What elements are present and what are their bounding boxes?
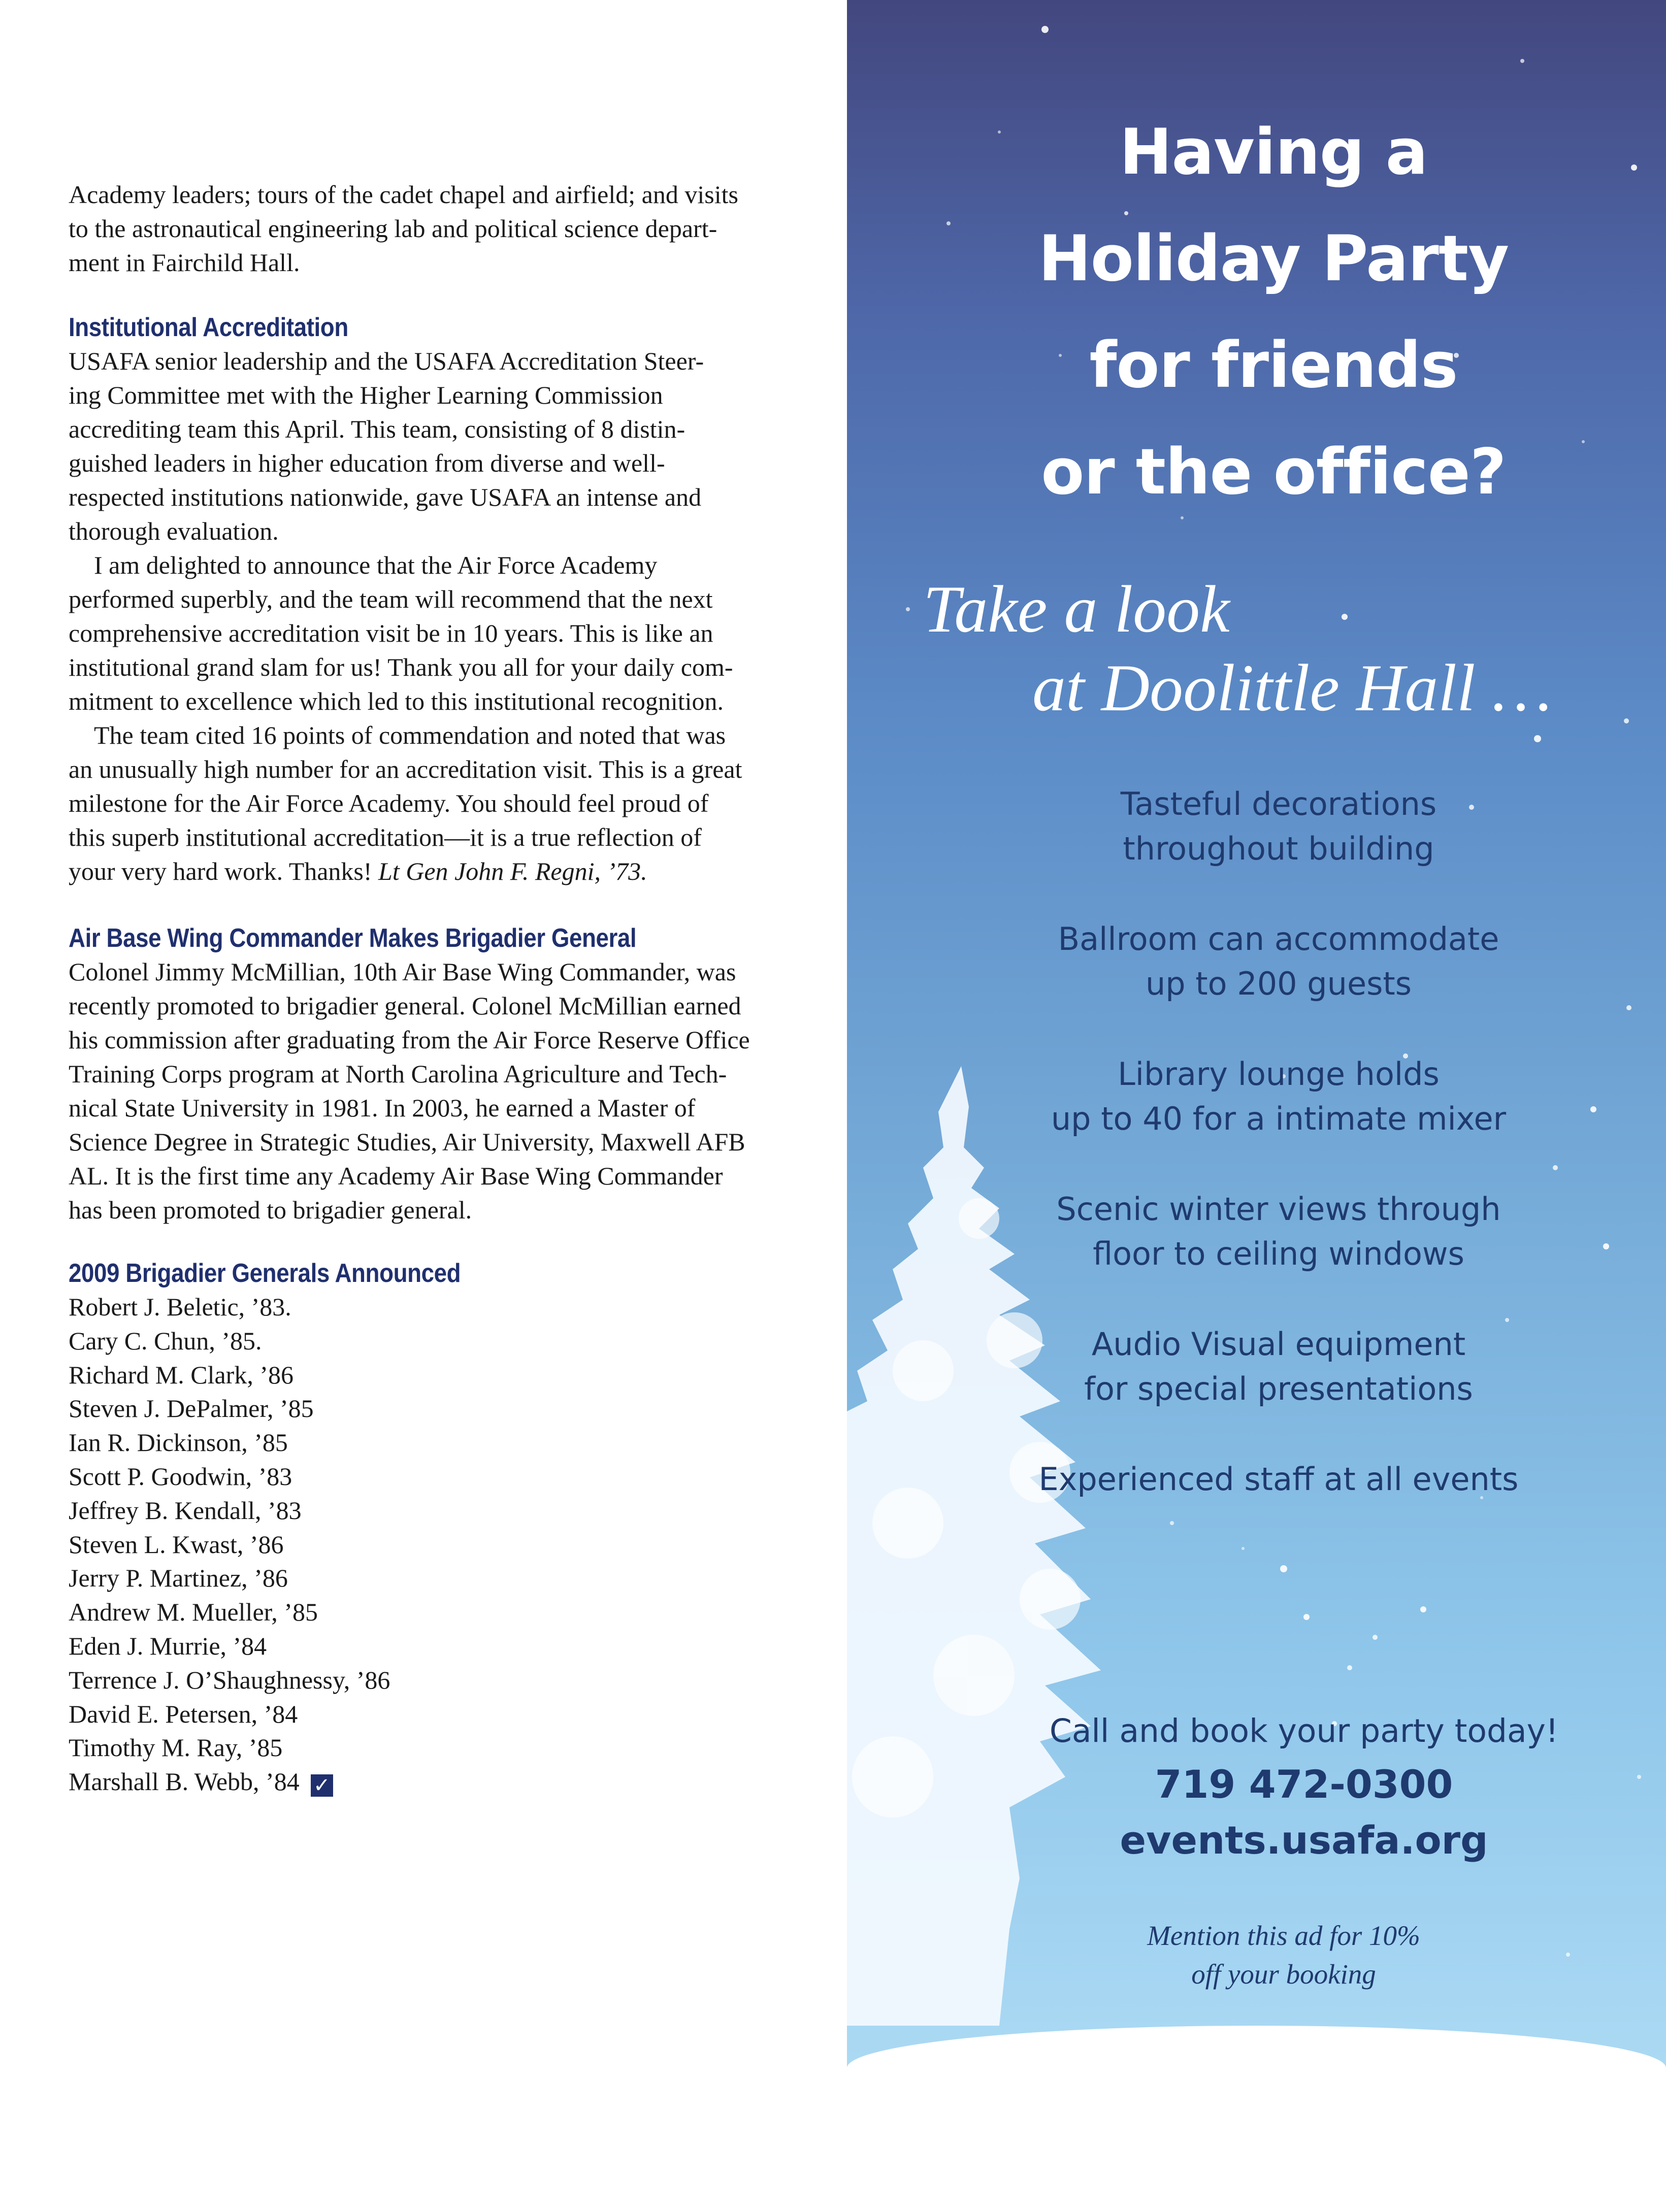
feature-item (974, 1322, 1583, 1411)
text-line: institutional grand slam for us! Thank you all for your daily com- (69, 653, 733, 681)
feature-line: Audio Visual equipment (1091, 1326, 1466, 1363)
headline-line: or the office? (1041, 436, 1506, 509)
text-line: an unusually high number for an accreditation visit. This is a great (69, 755, 742, 783)
text-line: this superb institutional accreditation—it is a true reflection of (69, 823, 702, 851)
generals-section (69, 1257, 800, 1799)
text-line: I am delighted to announce that the Air Force Academy (94, 551, 658, 579)
ad-headline (949, 99, 1598, 525)
list-item: Cary C. Chun, ’85. (69, 1326, 262, 1355)
paragraph (69, 718, 800, 888)
feature-item (974, 1457, 1583, 1502)
text-line: USAFA senior leadership and the USAFA Accreditation Steer- (69, 347, 704, 375)
script-tagline: at Doolittle Hall … (1032, 650, 1552, 725)
holiday-party-ad (847, 0, 1666, 2212)
feature-line: Library lounge holds (1118, 1055, 1440, 1093)
text-line: respected institutions nationwide, gave USAFA an intense and (69, 483, 702, 511)
text-line: Colonel Jimmy McMillian, 10th Air Base Wing Commander, was (69, 958, 736, 986)
headline-line: Having a (1119, 116, 1428, 189)
text-fragment: your very hard work. Thanks! (69, 857, 379, 885)
text-line: AL. It is the first time any Academy Air Base Wing Commander (69, 1162, 723, 1190)
paragraph (69, 548, 800, 718)
feature-item (974, 917, 1583, 1006)
list-item: Andrew M. Mueller, ’85 (69, 1598, 318, 1627)
text-line: recently promoted to brigadier general. Colonel McMillian earned (69, 992, 741, 1020)
text-line: to the astronautical engineering lab and political science depart- (69, 214, 717, 243)
cta-text: Call and book your party today! (1049, 1712, 1559, 1749)
feature-item (974, 782, 1583, 871)
section-heading: Air Base Wing Commander Makes Brigadier General (69, 923, 637, 953)
discount-note (1081, 1917, 1487, 1994)
text-line: guished leaders in higher education from diverse and well- (69, 449, 665, 477)
call-to-action (974, 1706, 1634, 1868)
feature-line: Tasteful decorations (1120, 785, 1437, 822)
feature-line: floor to ceiling windows (1093, 1235, 1464, 1272)
text-line: accrediting team this April. This team, consisting of 8 distin- (69, 415, 685, 443)
text-line: ment in Fairchild Hall. (69, 248, 300, 277)
text-line: performed superbly, and the team will recommend that the next (69, 585, 713, 613)
list-item: Ian R. Dickinson, ’85 (69, 1428, 288, 1457)
list-item: David E. Petersen, ’84 (69, 1699, 298, 1728)
feature-line: Scenic winter views through (1056, 1191, 1501, 1228)
intro-paragraph (69, 178, 738, 280)
feature-line: for special presentations (1084, 1370, 1473, 1407)
feature-line: up to 40 for a intimate mixer (1051, 1100, 1507, 1137)
list-item: Jerry P. Martinez, ’86 (69, 1564, 288, 1593)
feature-line: Experienced staff at all events (1038, 1461, 1519, 1498)
abw-section (69, 921, 800, 1227)
discount-line: Mention this ad for 10% (1147, 1920, 1420, 1951)
section-heading: 2009 Brigadier Generals Announced (69, 1259, 461, 1288)
headline-line: Holiday Party (1038, 222, 1509, 295)
script-tagline: Take a look (923, 572, 1230, 646)
text-line: mitment to excellence which led to this institutional recognition. (69, 687, 724, 715)
list-item (69, 1765, 800, 1799)
text-line: comprehensive accreditation visit be in 10 years. This is like an (69, 619, 713, 647)
signature: Lt Gen John F. Regni, ’73. (378, 857, 647, 885)
website-link[interactable]: events.usafa.org (1120, 1818, 1488, 1863)
text-line: The team cited 16 points of commendation and noted that was (94, 721, 726, 749)
accreditation-section (69, 311, 800, 888)
feature-line: up to 200 guests (1145, 965, 1412, 1002)
discount-line: off your booking (1191, 1959, 1376, 1990)
text-line: his commission after graduating from the Air Force Reserve Office (69, 1026, 750, 1054)
text-line: ing Committee met with the Higher Learning Commission (69, 381, 663, 409)
list-item: Eden J. Murrie, ’84 (69, 1631, 267, 1660)
paragraph (69, 344, 800, 548)
text-line: Training Corps program at North Carolina Agriculture and Tech- (69, 1060, 727, 1088)
feature-item (974, 1187, 1583, 1276)
feature-line: throughout building (1123, 830, 1434, 867)
text-line: Academy leaders; tours of the cadet chapel and airfield; and visits (69, 180, 738, 209)
list-item: Scott P. Goodwin, ’83 (69, 1462, 292, 1491)
headline-line: for friends (1089, 329, 1458, 402)
feature-list (974, 782, 1583, 1547)
text-line: milestone for the Air Force Academy. You should feel proud of (69, 789, 709, 817)
generals-list (69, 1290, 800, 1799)
text-line: Science Degree in Strategic Studies, Air University, Maxwell AFB (69, 1128, 745, 1156)
list-item: Steven L. Kwast, ’86 (69, 1530, 284, 1559)
section-heading: Institutional Accreditation (69, 313, 348, 342)
list-item: Jeffrey B. Kendall, ’83 (69, 1496, 302, 1525)
list-item: Robert J. Beletic, ’83. (69, 1293, 291, 1321)
list-item: Timothy M. Ray, ’85 (69, 1733, 283, 1762)
feature-item (974, 1052, 1583, 1141)
phone-number[interactable]: 719 472-0300 (1155, 1762, 1453, 1807)
text-line (69, 854, 800, 888)
list-item: Steven J. DePalmer, ’85 (69, 1394, 314, 1423)
list-item-text: Marshall B. Webb, ’84 (69, 1767, 300, 1796)
list-item: Richard M. Clark, ’86 (69, 1360, 293, 1389)
feature-line: Ballroom can accommodate (1058, 920, 1499, 958)
list-item: Terrence J. O’Shaughnessy, ’86 (69, 1665, 390, 1694)
checkbox-icon: ✓ (311, 1774, 333, 1797)
text-line: thorough evaluation. (69, 517, 279, 545)
bottom-glow (847, 2026, 1666, 2212)
text-line: nical State University in 1981. In 2003, he earned a Master of (69, 1094, 696, 1122)
text-line: has been promoted to brigadier general. (69, 1196, 472, 1224)
